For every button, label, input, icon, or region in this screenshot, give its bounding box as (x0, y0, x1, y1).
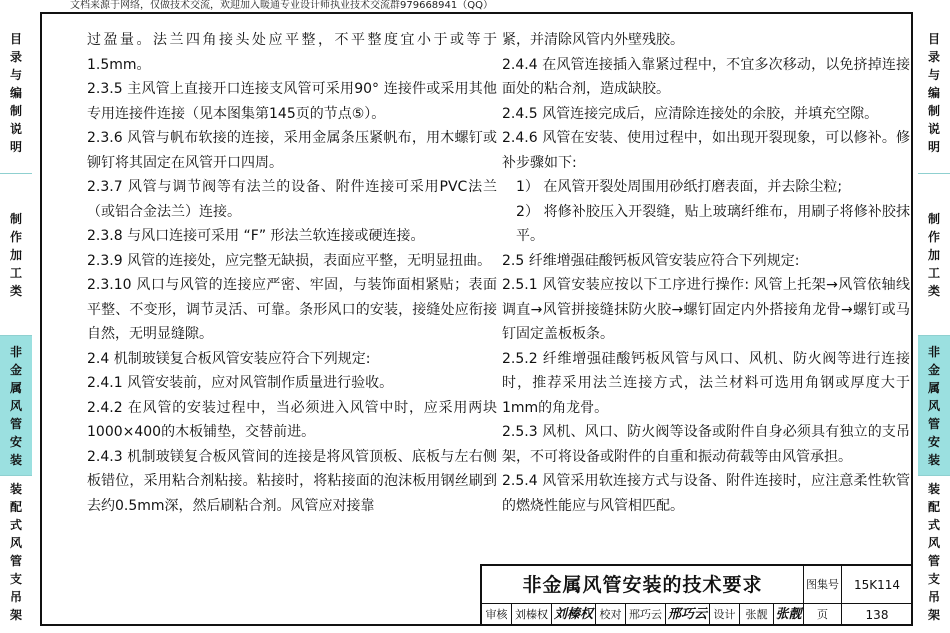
review-signature: 刘榛权 (552, 604, 596, 626)
page-label: 页 (804, 604, 842, 626)
sidebar-tab-char: 装 (927, 482, 940, 496)
sidebar-tab-char: 架 (927, 608, 940, 622)
sidebar-tab-char: 编 (9, 85, 22, 100)
sidebar-tab-char: 明 (9, 139, 22, 154)
sidebar-tab-char: 与 (927, 67, 940, 82)
atlas-no: 15K114 (842, 566, 913, 604)
paragraph: 2.4.2 在风管的安装过程中，当必须进入风管中时，应采用两块1000×400的木板铺垫，交替前进。 (87, 399, 497, 440)
sidebar-tab-char: 安 (927, 434, 940, 449)
sidebar-tab-char: 属 (927, 380, 940, 395)
sidebar-tab-char: 装 (9, 452, 22, 467)
sidebar-tab-char: 风 (9, 536, 22, 550)
sidebar-tab-char: 说 (9, 121, 22, 136)
sidebar-tab-char: 管 (927, 416, 940, 431)
sidebar-tab-char: 与 (9, 67, 22, 82)
paragraph: 过盈量。法兰四角接头处应平整，不平整度宜小于或等于1.5mm。 (87, 32, 497, 73)
sidebar-tab-char: 支 (927, 572, 940, 586)
section-heading: 2.4 机制玻镁复合板风管安装应符合下列规定: (87, 350, 371, 367)
sidebar-tab-char: 作 (9, 229, 22, 244)
sidebar-tab-hanger[interactable] (0, 476, 32, 628)
title-block (480, 564, 913, 626)
sidebar-tab-char: 金 (9, 362, 22, 377)
review-label: 审核 (482, 604, 512, 626)
source-note: 文档来源于网络，仅做技术交流，欢迎加入暖通专业设计师执业技术交流群979668941（QQ） (70, 0, 494, 11)
sidebar-tab-char: 目 (927, 31, 940, 46)
sidebar-tab-char: 风 (927, 398, 940, 413)
sidebar-tab-char: 加 (927, 247, 940, 262)
sidebar-tab-catalog[interactable] (918, 12, 950, 174)
sidebar-tab-char: 配 (9, 500, 22, 514)
page-number: 138 (842, 604, 913, 626)
sidebar-tab-fabrication[interactable] (918, 174, 950, 336)
sidebar-tab-char: 编 (927, 85, 940, 100)
paragraph: 2.3.8 与风口连接可采用 “F” 形法兰软连接或硬连接。 (87, 228, 425, 244)
list-item: 1） 在风管开裂处周围用砂纸打磨表面，并去除尘粒; (516, 179, 843, 195)
drawing-title: 非金属风管安装的技术要求 (482, 566, 804, 604)
sidebar-tab-nonmetal-duct[interactable] (0, 336, 32, 476)
sidebar-tab-char: 吊 (927, 590, 940, 604)
sidebar-tab-char: 管 (9, 554, 22, 568)
paragraph: 2.5.1 风管安装应按以下工序进行操作: 风管上托架→风管依轴线调直→风管拼接缝抹防火胶→螺钉固定内外搭接角龙骨→螺钉或马钉固定盖板板条。 (502, 277, 910, 342)
sidebar-tab-char: 非 (9, 344, 22, 359)
sidebar-tab-char: 录 (9, 49, 22, 64)
sidebar-tab-char: 类 (9, 283, 22, 298)
paragraph: 2.4.1 风管安装前，应对风管制作质量进行验收。 (87, 375, 394, 391)
sidebar-tab-char: 式 (927, 518, 940, 532)
sidebar-tab-char: 加 (9, 247, 22, 262)
right-sidebar (918, 12, 950, 628)
sidebar-tab-char: 金 (927, 362, 940, 377)
sidebar-tab-char: 工 (9, 265, 22, 280)
sidebar-tab-catalog[interactable] (0, 12, 32, 174)
paragraph: 2.5.2 纤维增强硅酸钙板风管与风口、风机、防火阀等进行连接时，推荐采用法兰连接方式，法兰材料可选用角钢或厚度大于1mm的角龙骨。 (502, 350, 910, 416)
sidebar-tab-char: 架 (9, 608, 22, 622)
sidebar-tab-char: 管 (927, 554, 940, 568)
review-name: 刘榛权 (512, 604, 552, 626)
sidebar-tab-char: 安 (9, 434, 22, 449)
sidebar-tab-char: 说 (927, 121, 940, 136)
sidebar-tab-char: 装 (9, 482, 22, 496)
paragraph: 2.5.3 风机、风口、防火阀等设备或附件自身必须具有独立的支吊架，不可将设备或附件的自重和振动荷载等由风管承担。 (502, 424, 910, 465)
sidebar-tab-char: 属 (9, 380, 22, 395)
paragraph: 2.3.10 风口与风管的连接应严密、牢固，与装饰面相紧贴；表面平整、不变形，调节灵活、可靠。条形风口的安装，接缝处应衔接自然，无明显缝隙。 (87, 277, 497, 342)
atlas-no-label: 图集号 (804, 566, 842, 604)
sidebar-tab-char: 制 (927, 103, 940, 118)
sidebar-tab-char: 制 (9, 103, 22, 118)
sidebar-tab-char: 支 (9, 572, 22, 586)
design-label: 设计 (710, 604, 740, 626)
sidebar-tab-char: 制 (927, 211, 940, 226)
paragraph: 2.5.4 风管采用软连接方式与设备、附件连接时，应注意柔性软管的燃烧性能应与风管相匹配。 (502, 473, 910, 514)
sidebar-tab-char: 非 (927, 344, 940, 359)
check-name: 邢巧云 (626, 604, 666, 626)
sidebar-tab-fabrication[interactable] (0, 174, 32, 336)
list-item: 2） 将修补胶压入开裂缝，贴上玻璃纤维布，用刷子将修补胶抹平。 (516, 203, 910, 244)
sidebar-tab-char: 风 (927, 536, 940, 550)
drawing-frame (40, 12, 913, 626)
paragraph: 2.4.5 风管连接完成后，应清除连接处的余胶，并填充空隙。 (502, 105, 879, 122)
sidebar-tab-char: 制 (9, 211, 22, 226)
check-signature: 邢巧云 (666, 604, 710, 626)
sidebar-tab-char: 目 (9, 31, 22, 46)
paragraph: 2.4.6 风管在安装、使用过程中，如出现开裂现象，可以修补。修补步骤如下: (502, 130, 910, 171)
sidebar-tab-char: 类 (927, 283, 940, 298)
sidebar-tab-hanger[interactable] (918, 476, 950, 628)
sidebar-tab-char: 明 (927, 139, 940, 154)
sidebar-tab-char: 录 (927, 49, 940, 64)
sidebar-tab-char: 配 (927, 500, 940, 514)
design-signature: 张靓 (774, 604, 804, 626)
right-text-column (502, 28, 910, 518)
sidebar-tab-char: 工 (927, 265, 940, 280)
sidebar-tab-char: 作 (927, 229, 940, 244)
design-name: 张靓 (740, 604, 774, 626)
left-text-column (87, 28, 497, 518)
paragraph: 紧，并清除风管内外壁残胶。 (502, 32, 684, 48)
sidebar-tab-char: 吊 (9, 590, 22, 604)
sidebar-tab-char: 风 (9, 398, 22, 413)
left-sidebar (0, 12, 32, 628)
paragraph: 2.4.4 在风管连接插入靠紧过程中，不宜多次移动，以免挤掉连接面处的粘合剂，造成缺胶。 (502, 56, 910, 97)
paragraph: 2.3.9 风管的连接处，应完整无缺损，表面应平整，无明显扭曲。 (87, 252, 492, 269)
sidebar-tab-char: 装 (927, 452, 940, 467)
paragraph: 2.3.7 风管与调节阀等有法兰的设备、附件连接可采用PVC法兰（或铝合金法兰）连接。 (87, 179, 497, 220)
section-heading: 2.5 纤维增强硅酸钙板风管安装应符合下列规定: (502, 252, 800, 269)
paragraph: 2.4.3 机制玻镁复合板风管间的连接是将风管顶板、底板与左右侧板错位，采用粘合剂粘接。粘接时，将粘接面的泡沫板用钢丝刷到去约0.5mm深，然后刷粘合剂。风管应对接靠 (87, 448, 497, 514)
sidebar-tab-nonmetal-duct[interactable] (918, 336, 950, 476)
sidebar-tab-char: 管 (9, 416, 22, 431)
check-label: 校对 (596, 604, 626, 626)
sidebar-tab-char: 式 (9, 518, 22, 532)
paragraph: 2.3.6 风管与帆布软接的连接，采用金属条压紧帆布，用木螺钉或铆钉将其固定在风管开口四周。 (87, 130, 497, 171)
paragraph: 2.3.5 主风管上直接开口连接支风管可采用90° 连接件或采用其他专用连接件连接（见本图集第145页的节点⑤）。 (87, 81, 497, 122)
